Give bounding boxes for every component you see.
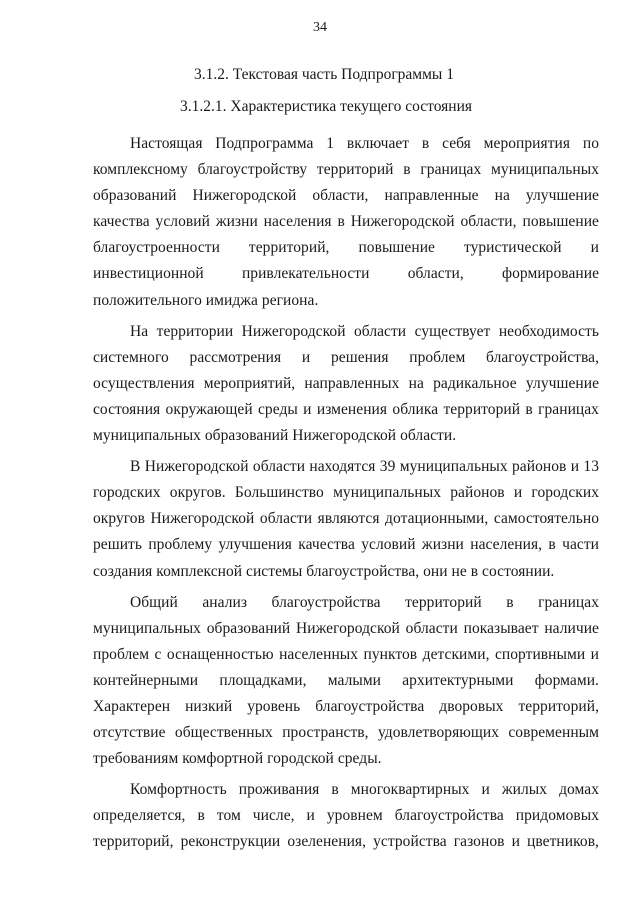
subsection-heading: 3.1.2.1. Характеристика текущего состояния bbox=[180, 98, 472, 115]
body-text bbox=[93, 131, 599, 856]
paragraph: В Нижегородской области находятся 39 муниципальных районов и 13 городских округов. Большинство муниципальных районов и городских округов Нижегородской области являются дотационными, самостоятельно решить проблему улучшения качества условий жизни населения, в части создания комплексной системы благоустройства, они не в состоянии. bbox=[93, 458, 599, 580]
paragraph: Комфортность проживания в многоквартирных и жилых домах определяется, в том числе, и уровнем благоустройства придомовых территорий, реконструкции озеленения, устройства газонов и цветников, bbox=[93, 781, 599, 851]
paragraph: Настоящая Подпрограмма 1 включает в себя мероприятия по комплексному благоустройству территорий в границах муниципальных образований Нижегородской области, направленные на улучшение качества условий жизни населения в Нижегородской области, повышение благоустроенности территорий, повышение туристической и инвестиционной привлекательности области, формирование положительного имиджа региона. bbox=[93, 135, 599, 309]
paragraph: Общий анализ благоустройства территорий в границах муниципальных образований Нижегородской области показывает наличие проблем с оснащенностью населенных пунктов детскими, спортивными и контейнерными площадками, малыми архитектурными формами. Характерен низкий уровень благоустройства дворовых территорий, отсутствие общественных пространств, удовлетворяющих современным требованиям комфортной городской среды. bbox=[93, 593, 599, 768]
paragraph: На территории Нижегородской области существует необходимость системного рассмотрения и решения проблем благоустройства, осуществления мероприятий, направленных на радикальное улучшение состояния окружающей среды и изменения облика территорий в границах муниципальных образований Нижегородской области. bbox=[93, 322, 599, 445]
section-heading: 3.1.2. Текстовая часть Подпрограммы 1 bbox=[194, 66, 454, 83]
page-number: 34 bbox=[313, 20, 327, 35]
